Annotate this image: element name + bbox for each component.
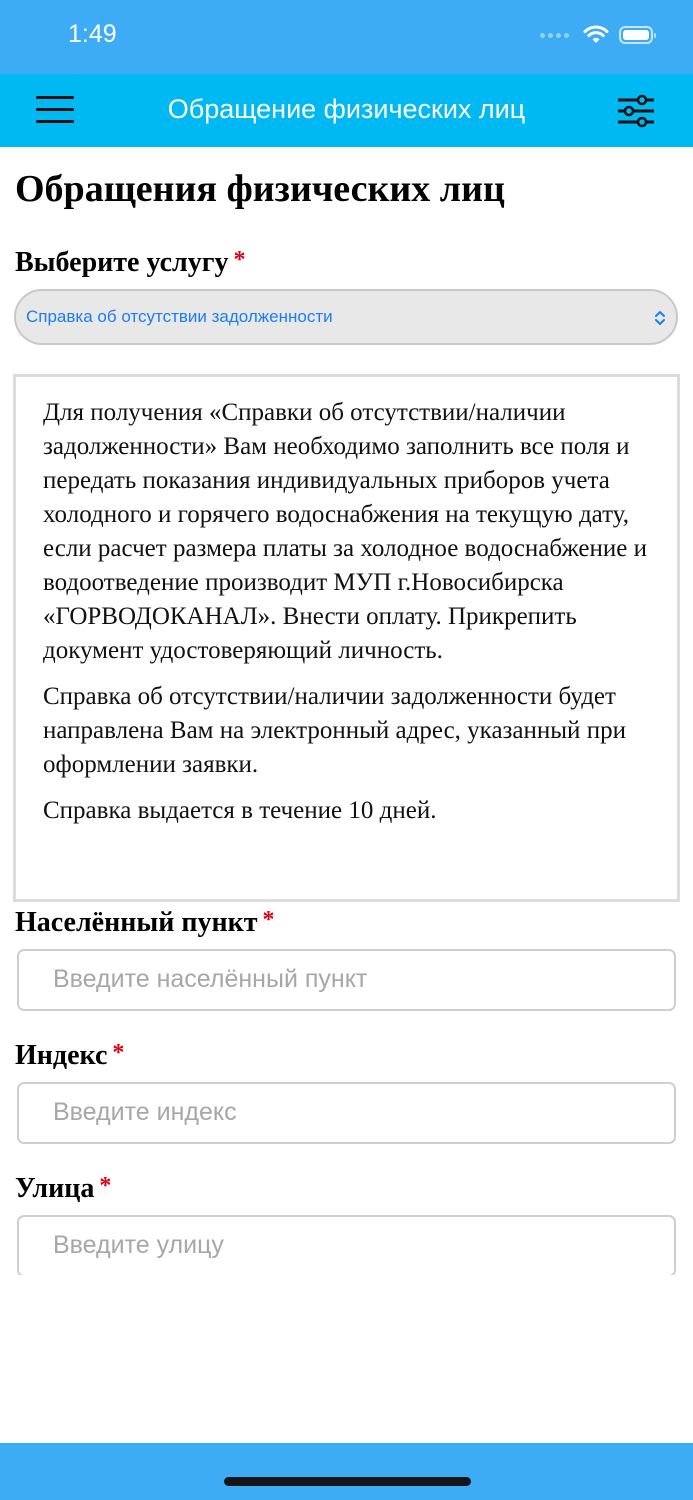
postal-code-input[interactable] xyxy=(17,1082,676,1144)
street-label: Улица * xyxy=(15,1173,112,1204)
nav-bar xyxy=(0,74,693,147)
page-title: Обращения физических лиц xyxy=(15,168,505,210)
locality-input[interactable] xyxy=(17,949,676,1011)
info-paragraph: Справка об отсутствии/наличии задолженности будет направлена Вам на электронный адрес, указанный при оформлении заявки. xyxy=(43,683,626,778)
status-icons xyxy=(540,25,653,45)
scroll-clip xyxy=(0,1275,693,1295)
info-paragraph: Для получения «Справки об отсутствии/наличии задолженности» Вам необходимо заполнить все поля и передать показания индивидуальных приборов учета холодного и горячего водоснабжения на текущую дату, если расчет размера платы за холодное водоснабжение и водоотведение производит МУП г.Новосибирска «ГОРВОДОКАНАЛ». Внести оплату. Прикрепить документ удостоверяющий личность. xyxy=(43,399,648,664)
required-mark: * xyxy=(262,907,275,933)
info-paragraph: Справка выдается в течение 10 дней. xyxy=(43,797,437,824)
postal-code-placeholder: Введите индекс xyxy=(53,1098,237,1126)
status-bar xyxy=(0,0,693,74)
required-mark: * xyxy=(99,1173,112,1199)
filter-sliders-icon[interactable] xyxy=(617,94,655,128)
wifi-icon xyxy=(583,25,609,45)
service-select-value: Справка об отсутствии задолженности xyxy=(26,307,333,326)
required-mark: * xyxy=(112,1040,125,1066)
locality-placeholder: Введите населённый пункт xyxy=(53,965,368,993)
postal-code-label: Индекс * xyxy=(15,1040,125,1071)
battery-icon xyxy=(619,26,653,44)
status-time: 1:49 xyxy=(68,20,117,48)
required-mark: * xyxy=(233,247,246,273)
home-indicator[interactable] xyxy=(224,1477,471,1486)
service-select[interactable] xyxy=(14,289,678,345)
bottom-bar xyxy=(0,1443,693,1500)
signal-icon xyxy=(540,33,569,38)
chevron-up-down-icon xyxy=(654,309,666,327)
nav-title: Обращение физических лиц xyxy=(167,94,526,124)
service-select-label: Выберите услугу * xyxy=(15,247,246,278)
street-placeholder: Введите улицу xyxy=(53,1231,224,1259)
locality-label: Населённый пункт * xyxy=(15,907,275,938)
street-input[interactable] xyxy=(17,1215,676,1277)
info-box xyxy=(13,374,680,902)
